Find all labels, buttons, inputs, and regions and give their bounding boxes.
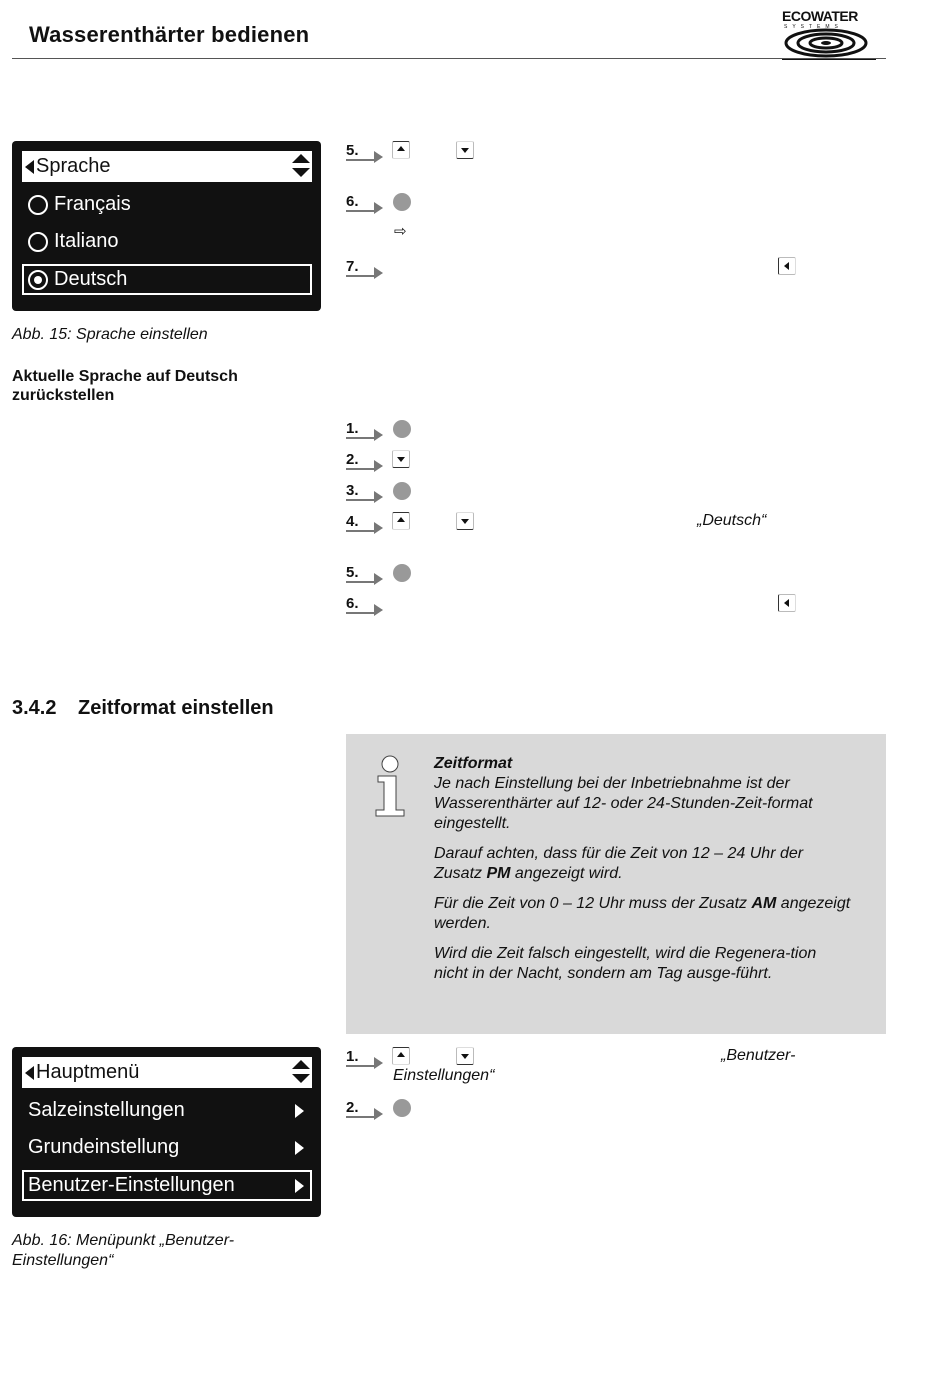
radio-icon bbox=[28, 232, 48, 252]
section-title-text: Zeitformat einstellen bbox=[78, 697, 274, 719]
display-title-bar bbox=[22, 151, 312, 182]
language-option-italiano[interactable] bbox=[22, 226, 312, 257]
ok-button-icon bbox=[393, 420, 411, 438]
info-paragraph: Je nach Einstellung bei der Inbetriebnahme ist der Wasserenthärter auf 12- oder 24-Stunden-Zeit-format eingestellt. bbox=[434, 775, 813, 832]
logo-text: ECOWATER bbox=[782, 8, 858, 24]
display-title: Sprache bbox=[36, 155, 111, 177]
menu-item-grundeinstellung[interactable] bbox=[22, 1132, 312, 1163]
up-down-icon bbox=[292, 1060, 310, 1086]
down-button-icon bbox=[456, 512, 474, 530]
page-title: Wasserenthärter bedienen bbox=[29, 22, 310, 47]
step-marker: 5. bbox=[346, 568, 386, 588]
option-label: Italiano bbox=[54, 230, 119, 252]
chevron-right-icon bbox=[295, 1141, 304, 1155]
info-paragraph: Darauf achten, dass für die Zeit von 12 – 24 Uhr der Zusatz PM angezeigt wird. bbox=[434, 845, 804, 882]
step-marker: 2. bbox=[346, 455, 386, 475]
option-label: Français bbox=[54, 193, 131, 215]
ok-button-icon bbox=[393, 482, 411, 500]
logo-swirl-icon bbox=[784, 28, 870, 58]
figure-caption: Abb. 15: Sprache einstellen bbox=[12, 326, 208, 343]
step-marker: 5. bbox=[346, 146, 386, 166]
step-marker: 7. bbox=[346, 262, 386, 282]
info-title: Zeitformat bbox=[434, 755, 513, 772]
step-marker: 6. bbox=[346, 599, 386, 619]
menu-item-label: Benutzer-Einstellungen bbox=[28, 1174, 235, 1196]
menu-item-salzeinstellungen[interactable] bbox=[22, 1095, 312, 1126]
down-button-icon bbox=[456, 1047, 474, 1065]
option-label: Deutsch bbox=[54, 268, 128, 290]
display-title-bar bbox=[22, 1057, 312, 1088]
menu-item-label: Grundeinstellung bbox=[28, 1136, 180, 1158]
step-marker: 2. bbox=[346, 1103, 386, 1123]
step-marker: 1. bbox=[346, 1052, 386, 1072]
ok-button-icon bbox=[393, 193, 411, 211]
language-display bbox=[12, 141, 321, 311]
header-rule bbox=[12, 58, 886, 59]
step-marker: 3. bbox=[346, 486, 386, 506]
display-title: Hauptmenü bbox=[36, 1061, 140, 1083]
step-text-deutsch: „Deutsch“ bbox=[697, 512, 767, 529]
back-triangle-icon bbox=[25, 1066, 34, 1080]
back-button-icon bbox=[778, 594, 796, 612]
chevron-right-icon bbox=[295, 1179, 304, 1193]
section-title bbox=[12, 697, 274, 720]
up-button-icon bbox=[392, 512, 410, 530]
chevron-right-icon bbox=[295, 1104, 304, 1118]
up-button-icon bbox=[392, 1047, 410, 1065]
step-marker: 4. bbox=[346, 517, 386, 537]
menu-item-label: Salzeinstellungen bbox=[28, 1099, 185, 1121]
radio-selected-icon bbox=[28, 270, 48, 290]
step-marker: 1. bbox=[346, 424, 386, 444]
figure-caption: Abb. 16: Menüpunkt „Benutzer-Einstellungen“ bbox=[12, 1232, 235, 1269]
up-down-icon bbox=[292, 154, 310, 180]
ok-button-icon bbox=[393, 564, 411, 582]
info-paragraph: Für die Zeit von 0 – 12 Uhr muss der Zusatz AM angezeigt werden. bbox=[434, 895, 851, 932]
info-paragraph: Wird die Zeit falsch eingestellt, wird die Regenera-tion nicht in der Nacht, sondern am Tag ausge-führt. bbox=[434, 945, 817, 982]
down-button-icon bbox=[456, 141, 474, 159]
logo bbox=[780, 8, 876, 60]
language-option-francais[interactable] bbox=[22, 189, 312, 220]
info-icon bbox=[372, 754, 408, 818]
up-button-icon bbox=[392, 141, 410, 159]
step-text-benutzer: „Benutzer- bbox=[721, 1047, 796, 1064]
back-button-icon bbox=[778, 257, 796, 275]
language-option-deutsch[interactable] bbox=[22, 264, 312, 295]
step-text-einstellungen: Einstellungen“ bbox=[393, 1067, 495, 1084]
info-box bbox=[346, 734, 886, 1034]
subheading: Aktuelle Sprache auf Deutsch zurückstellen bbox=[12, 368, 238, 404]
down-button-icon bbox=[392, 450, 410, 468]
logo-subtext: SYSTEMS bbox=[784, 24, 843, 30]
menu-item-benutzer-einstellungen[interactable] bbox=[22, 1170, 312, 1201]
section-number: 3.4.2 bbox=[12, 697, 57, 719]
ok-button-icon bbox=[393, 1099, 411, 1117]
back-triangle-icon bbox=[25, 160, 34, 174]
radio-icon bbox=[28, 195, 48, 215]
main-menu-display bbox=[12, 1047, 321, 1217]
step-marker: 6. bbox=[346, 197, 386, 217]
result-arrow-icon: ⇨ bbox=[394, 223, 407, 240]
